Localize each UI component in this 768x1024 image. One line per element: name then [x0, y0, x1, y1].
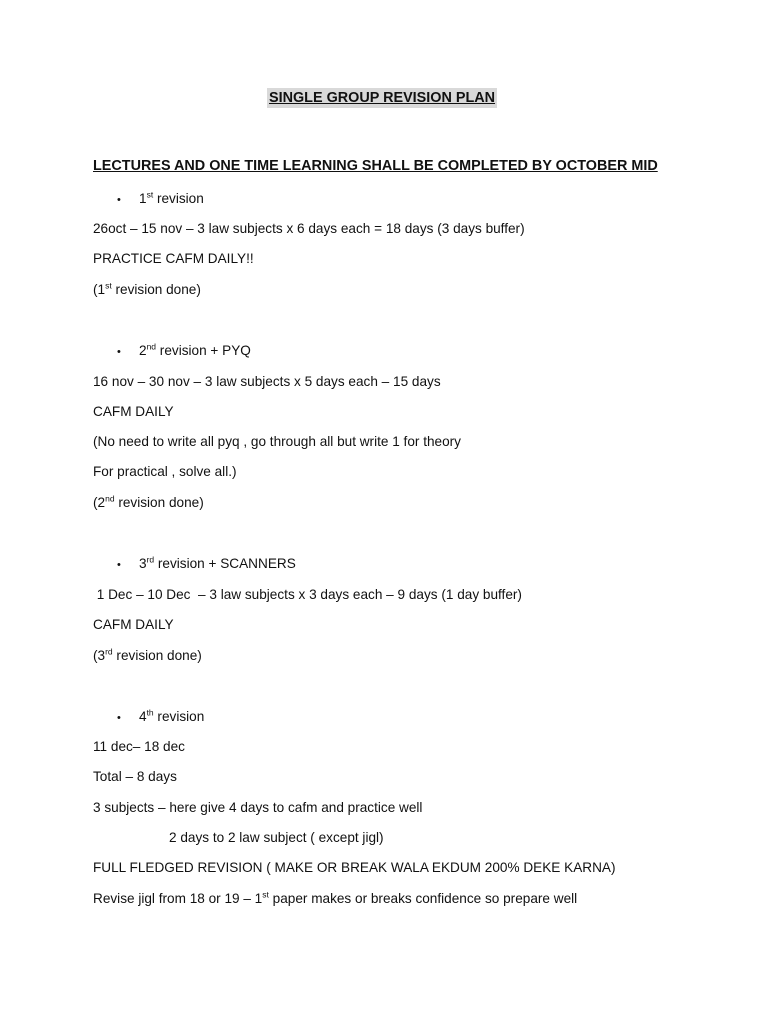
- bullet-third-revision: • 3rd revision + SCANNERS: [117, 555, 296, 574]
- bullet-icon: •: [117, 559, 121, 571]
- fourth-revision-law-days: 2 days to 2 law subject ( except jigl): [169, 830, 384, 845]
- third-revision-done: (3rd revision done): [93, 646, 202, 663]
- bullet-second-revision: • 2nd revision + PYQ: [117, 342, 251, 361]
- fourth-revision-dates: 11 dec– 18 dec: [93, 739, 185, 754]
- fourth-revision-jigl: Revise jigl from 18 or 19 – 1st paper makes or breaks confidence so prepare well: [93, 889, 578, 906]
- second-revision-practical: For practical , solve all.): [93, 464, 237, 479]
- first-revision-done: (1st revision done): [93, 280, 201, 297]
- third-revision-cafm: CAFM DAILY: [93, 617, 174, 632]
- bullet-icon: •: [117, 346, 121, 358]
- document-title: SINGLE GROUP REVISION PLAN: [269, 90, 496, 106]
- fourth-revision-subjects: 3 subjects – here give 4 days to cafm and practice well: [93, 800, 423, 815]
- second-revision-note: (No need to write all pyq , go through all but write 1 for theory: [93, 434, 461, 449]
- bullet-icon: •: [117, 712, 121, 724]
- bullet-fourth-revision: • 4th revision: [117, 708, 204, 727]
- fourth-revision-total: Total – 8 days: [93, 769, 177, 784]
- bullet-icon: •: [117, 194, 121, 206]
- third-revision-schedule: 1 Dec – 10 Dec – 3 law subjects x 3 days each – 9 days (1 day buffer): [93, 587, 522, 602]
- bullet-first-revision: • 1st revision: [117, 190, 204, 209]
- second-revision-cafm: CAFM DAILY: [93, 404, 174, 419]
- first-revision-schedule: 26oct – 15 nov – 3 law subjects x 6 days each = 18 days (3 days buffer): [93, 221, 525, 236]
- second-revision-done: (2nd revision done): [93, 493, 204, 510]
- fourth-revision-full-fledged: FULL FLEDGED REVISION ( MAKE OR BREAK WALA EKDUM 200% DEKE KARNA): [93, 860, 616, 875]
- second-revision-schedule: 16 nov – 30 nov – 3 law subjects x 5 days each – 15 days: [93, 374, 441, 389]
- first-revision-practice: PRACTICE CAFM DAILY!!: [93, 251, 254, 266]
- document-subtitle: LECTURES AND ONE TIME LEARNING SHALL BE COMPLETED BY OCTOBER MID: [93, 158, 658, 174]
